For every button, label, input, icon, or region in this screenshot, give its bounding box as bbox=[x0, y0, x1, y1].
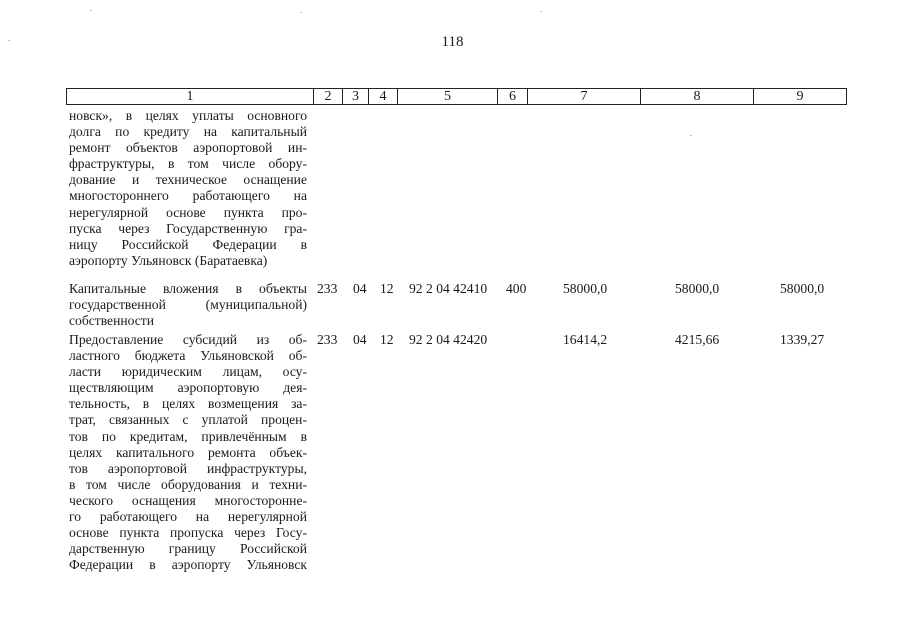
cell-col-8: 4215,66 bbox=[675, 332, 720, 347]
cell-col-2: 233 bbox=[317, 332, 338, 347]
scan-speck bbox=[540, 11, 542, 12]
description-line: новск», в целях уплаты основного bbox=[69, 108, 307, 123]
description-line: ласти юридическим лицам, осу- bbox=[69, 364, 307, 380]
description-line: фраструктуры, в том числе обору- bbox=[69, 156, 307, 172]
description-line: многостороннего работающего на bbox=[69, 188, 307, 204]
table-header-row bbox=[66, 88, 847, 105]
header-col-7: 7 bbox=[528, 89, 641, 104]
description-line: основе пункта пропуска через Госу- bbox=[69, 525, 307, 541]
description-line: собственности bbox=[69, 313, 155, 329]
scan-speck bbox=[8, 40, 10, 41]
description-line: Федерации в аэропорту Ульяновск bbox=[69, 557, 307, 573]
description-line: дование и техническое оснащение bbox=[69, 172, 307, 188]
header-col-5: 5 bbox=[398, 89, 498, 104]
cell-col-4: 12 bbox=[380, 332, 394, 347]
cell-col-2: 233 bbox=[317, 281, 338, 296]
header-col-9: 9 bbox=[796, 89, 804, 104]
header-col-3: 3 bbox=[343, 89, 369, 104]
header-col-4: 4 bbox=[369, 89, 398, 104]
page-number: 118 bbox=[441, 34, 464, 50]
cell-col-4: 12 bbox=[380, 281, 394, 296]
description-line: трат, связанных с уплатой процен- bbox=[69, 412, 307, 428]
row-description bbox=[69, 108, 307, 269]
description-line: дарственную границу Российской bbox=[69, 541, 307, 557]
header-col-8: 8 bbox=[641, 89, 754, 104]
description-line: тельность, в целях возмещения за- bbox=[69, 396, 307, 412]
description-line: долга по кредиту на капитальный bbox=[69, 124, 307, 140]
cell-col-5: 92 2 04 42410 bbox=[409, 281, 488, 296]
cell-col-9: 58000,0 bbox=[780, 281, 825, 296]
description-line: ществляющим аэропортовую дея- bbox=[69, 380, 307, 396]
description-line: ластного бюджета Ульяновской об- bbox=[69, 348, 307, 364]
description-line: ремонт объектов аэропортовой ин- bbox=[69, 140, 307, 156]
scan-speck bbox=[690, 135, 692, 136]
description-line: аэропорту Ульяновск (Баратаевка) bbox=[69, 252, 268, 268]
description-line: Капитальные вложения в объекты bbox=[69, 281, 307, 296]
description-line: нерегулярной основе пункта про- bbox=[69, 204, 307, 220]
description-line: пуска через Государственную гра- bbox=[69, 220, 307, 236]
description-line: ческого оснащения многостороннe- bbox=[69, 492, 307, 508]
description-line: ницу Российской Федерации в bbox=[69, 236, 307, 252]
row-description bbox=[69, 281, 307, 329]
cell-col-5: 92 2 04 42420 bbox=[409, 332, 488, 347]
description-line: в том числе оборудования и техни- bbox=[69, 476, 307, 492]
description-line: государственной (муниципальной) bbox=[69, 297, 307, 313]
description-line: целях капитального ремонта объек- bbox=[69, 444, 307, 460]
cell-col-3: 04 bbox=[353, 332, 367, 347]
header-col-6: 6 bbox=[498, 89, 528, 104]
cell-col-7: 58000,0 bbox=[563, 281, 608, 296]
cell-col-6: 400 bbox=[506, 281, 527, 296]
description-line: Предоставление субсидий из об- bbox=[69, 332, 307, 347]
scan-speck bbox=[300, 12, 302, 13]
cell-col-8: 58000,0 bbox=[675, 281, 720, 296]
description-line: тов аэропортовой инфраструктуры, bbox=[69, 460, 307, 476]
row-description bbox=[69, 332, 307, 573]
description-line: тов по кредитам, привлечённым в bbox=[69, 428, 307, 444]
header-col-2: 2 bbox=[314, 89, 343, 104]
header-col-1: 1 bbox=[67, 89, 314, 104]
scan-speck bbox=[90, 10, 92, 11]
description-line: го работающего на нерегулярной bbox=[69, 509, 307, 525]
cell-col-3: 04 bbox=[353, 281, 367, 296]
cell-col-9: 1339,27 bbox=[780, 332, 825, 347]
cell-col-7: 16414,2 bbox=[563, 332, 608, 347]
